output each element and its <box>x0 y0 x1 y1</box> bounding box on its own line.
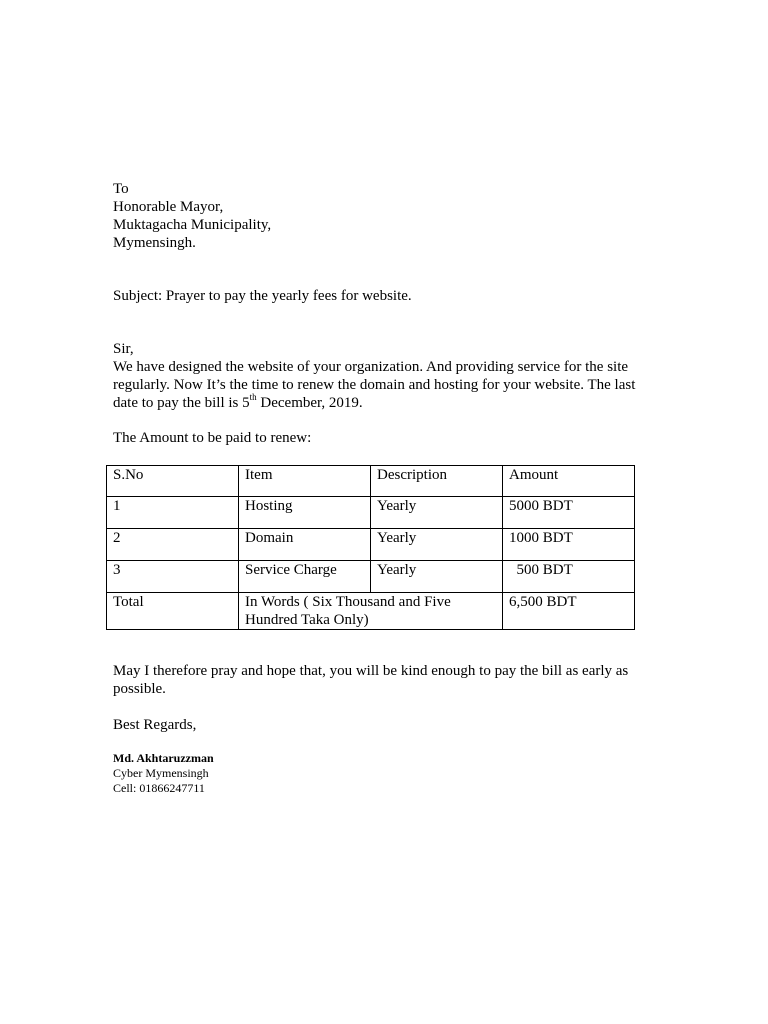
amount-table <box>106 465 635 630</box>
cell-item: Domain <box>239 529 371 561</box>
cell-amount: 500 BDT <box>503 561 635 593</box>
cell-sno: 1 <box>107 497 239 529</box>
address-line: Mymensingh. <box>113 235 196 251</box>
signer-name: Md. Akhtaruzzman <box>113 751 214 765</box>
address-line: To <box>113 181 129 197</box>
cell-amount: 5000 BDT <box>503 497 635 529</box>
table-row <box>107 497 635 529</box>
address-line: Muktagacha Municipality, <box>113 217 272 233</box>
body-paragraph <box>113 358 643 412</box>
body-line: We have designed the website of your organization. And providing service for the site <box>113 359 629 375</box>
cell-item: Hosting <box>239 497 371 529</box>
cell-description: Yearly <box>371 529 503 561</box>
cell-sno: 2 <box>107 529 239 561</box>
signer-cell: Cell: 01866247711 <box>113 781 205 795</box>
regards: Best Regards, <box>113 717 197 733</box>
column-header-item: Item <box>239 466 371 497</box>
closing-line: possible. <box>113 681 166 697</box>
body-text: date to pay the bill is 5 <box>113 395 250 411</box>
table-row <box>107 529 635 561</box>
signature-block <box>113 751 214 796</box>
table-header-row <box>107 466 635 497</box>
body-text: December, 2019. <box>256 395 363 411</box>
total-words-line: Hundred Taka Only) <box>245 612 369 628</box>
subject-line: Subject: Prayer to pay the yearly fees for website. <box>113 288 412 304</box>
body-line <box>113 394 643 412</box>
amount-intro: The Amount to be paid to renew: <box>113 430 312 446</box>
total-label: Total <box>107 593 239 630</box>
cell-amount: 1000 BDT <box>503 529 635 561</box>
column-header-amount: Amount <box>503 466 635 497</box>
total-in-words <box>239 593 503 630</box>
cell-description: Yearly <box>371 561 503 593</box>
closing-line: May I therefore pray and hope that, you will be kind enough to pay the bill as early as <box>113 663 629 679</box>
column-header-description: Description <box>371 466 503 497</box>
cell-description: Yearly <box>371 497 503 529</box>
table-total-row <box>107 593 635 630</box>
address-line: Honorable Mayor, <box>113 199 224 215</box>
total-amount: 6,500 BDT <box>503 593 635 630</box>
recipient-address <box>113 180 643 252</box>
ordinal-superscript: th <box>249 392 257 402</box>
column-header-sno: S.No <box>107 466 239 497</box>
table-row <box>107 561 635 593</box>
total-words-line: In Words ( Six Thousand and Five <box>245 594 451 610</box>
signer-organization: Cyber Mymensingh <box>113 766 209 780</box>
cell-sno: 3 <box>107 561 239 593</box>
closing-paragraph <box>113 662 643 698</box>
salutation: Sir, <box>113 341 134 357</box>
body-line: regularly. Now It’s the time to renew the domain and hosting for your website. The last <box>113 377 636 393</box>
cell-item: Service Charge <box>239 561 371 593</box>
